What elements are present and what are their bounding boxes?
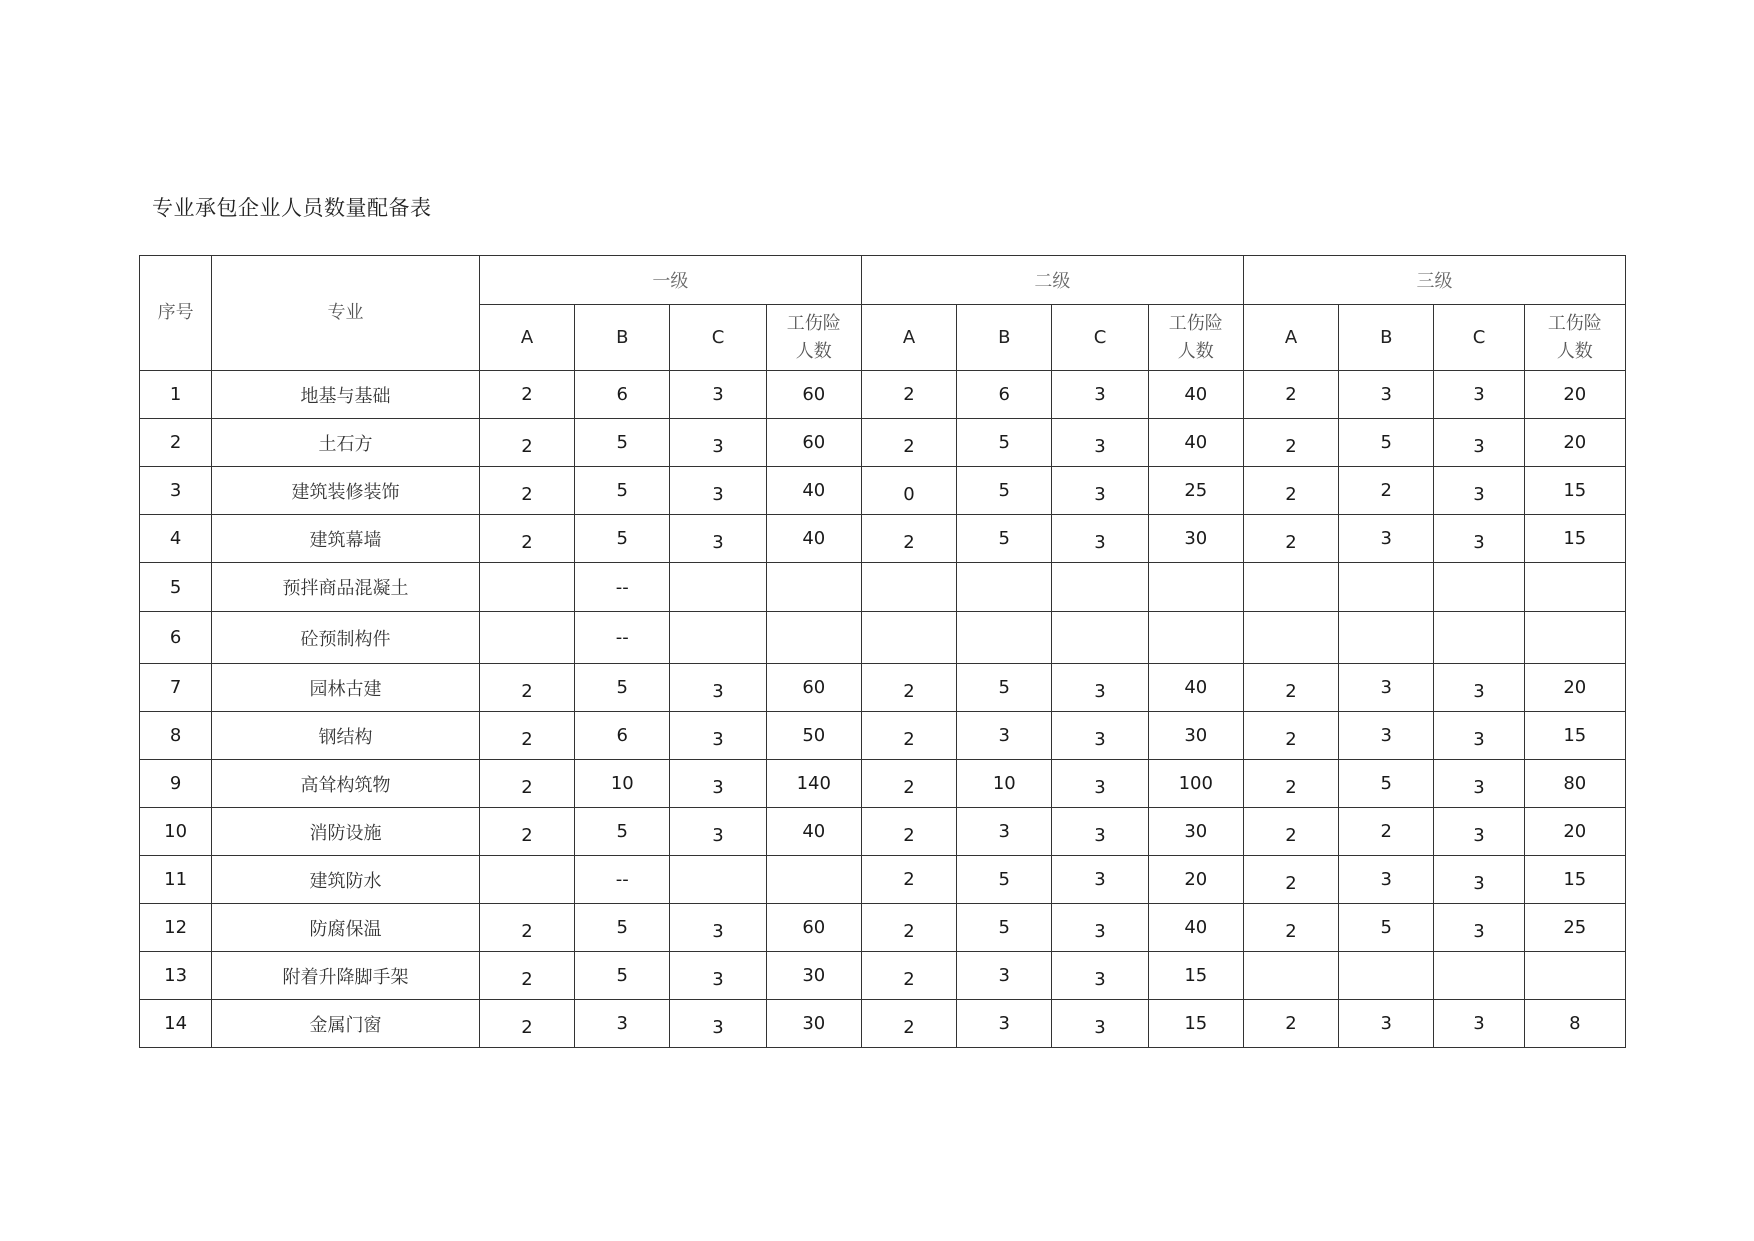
value-cell <box>1434 952 1524 1000</box>
value-cell: 2 <box>1243 515 1338 563</box>
value-cell: 5 <box>575 419 670 467</box>
value-cell <box>1243 612 1338 664</box>
insurance-line-1: 工伤险 <box>1168 312 1223 334</box>
value-cell: 2 <box>479 712 574 760</box>
major-name: 预拌商品混凝土 <box>212 563 480 612</box>
row-number: 6 <box>140 612 212 664</box>
value-cell: 60 <box>766 371 861 419</box>
row-number: 9 <box>140 760 212 808</box>
insurance-line-1: 工伤险 <box>1547 312 1602 334</box>
value-cell: 2 <box>479 808 574 856</box>
value-cell: 20 <box>1524 419 1625 467</box>
value-cell: 15 <box>1148 952 1243 1000</box>
value-cell: 2 <box>861 808 956 856</box>
value-cell: 2 <box>479 952 574 1000</box>
value-cell: 3 <box>1434 371 1524 419</box>
major-name: 消防设施 <box>212 808 480 856</box>
value-cell: 40 <box>1148 904 1243 952</box>
value-cell: 3 <box>1052 467 1148 515</box>
value-cell: 2 <box>1243 419 1338 467</box>
value-cell: 2 <box>479 664 574 712</box>
major-name: 建筑防水 <box>212 856 480 904</box>
row-number: 12 <box>140 904 212 952</box>
value-cell: 30 <box>1148 515 1243 563</box>
value-cell: 3 <box>1052 371 1148 419</box>
value-cell <box>1339 563 1434 612</box>
value-cell: 3 <box>1052 664 1148 712</box>
insurance-line-2: 人数 <box>1556 340 1593 362</box>
value-cell: 3 <box>1052 808 1148 856</box>
value-cell: 2 <box>861 760 956 808</box>
value-cell: 40 <box>766 808 861 856</box>
value-cell: 5 <box>575 664 670 712</box>
major-name: 地基与基础 <box>212 371 480 419</box>
value-cell: 30 <box>1148 808 1243 856</box>
value-cell: 5 <box>1339 419 1434 467</box>
major-name: 高耸构筑物 <box>212 760 480 808</box>
value-cell: 2 <box>861 904 956 952</box>
value-cell <box>1524 563 1625 612</box>
value-cell: 2 <box>861 952 956 1000</box>
value-cell: 3 <box>1434 808 1524 856</box>
value-cell: 3 <box>670 467 766 515</box>
col-header-c: C <box>1052 305 1148 371</box>
value-cell <box>957 563 1052 612</box>
value-cell: 20 <box>1148 856 1243 904</box>
col-header-a: A <box>479 305 574 371</box>
value-cell: 3 <box>1434 856 1524 904</box>
value-cell: 2 <box>861 1000 956 1048</box>
row-number: 3 <box>140 467 212 515</box>
value-cell: 5 <box>957 856 1052 904</box>
value-cell: 15 <box>1524 856 1625 904</box>
value-cell: 20 <box>1524 808 1625 856</box>
major-name: 防腐保温 <box>212 904 480 952</box>
value-cell: 2 <box>479 760 574 808</box>
value-cell: 2 <box>1243 808 1338 856</box>
table-body <box>140 371 1626 1048</box>
row-number: 8 <box>140 712 212 760</box>
value-cell: -- <box>575 612 670 664</box>
insurance-line-2: 人数 <box>1177 340 1214 362</box>
value-cell: 3 <box>670 904 766 952</box>
value-cell: 20 <box>1524 664 1625 712</box>
value-cell: 3 <box>670 664 766 712</box>
value-cell <box>1339 612 1434 664</box>
insurance-line-2: 人数 <box>795 340 832 362</box>
value-cell: 30 <box>766 1000 861 1048</box>
row-number: 1 <box>140 371 212 419</box>
table-row <box>140 904 1626 952</box>
value-cell: 3 <box>1052 419 1148 467</box>
value-cell <box>1243 952 1338 1000</box>
value-cell: 2 <box>1243 664 1338 712</box>
value-cell: 2 <box>1339 467 1434 515</box>
col-header-c: C <box>670 305 766 371</box>
value-cell: 30 <box>766 952 861 1000</box>
value-cell: 40 <box>766 515 861 563</box>
value-cell: 2 <box>861 664 956 712</box>
col-header-b: B <box>1339 305 1434 371</box>
staffing-table <box>139 255 1626 1048</box>
row-number: 11 <box>140 856 212 904</box>
value-cell: 3 <box>1434 419 1524 467</box>
value-cell: 3 <box>670 712 766 760</box>
value-cell <box>1148 612 1243 664</box>
value-cell: 2 <box>479 904 574 952</box>
major-name: 金属门窗 <box>212 1000 480 1048</box>
value-cell: 5 <box>957 419 1052 467</box>
value-cell <box>1052 612 1148 664</box>
value-cell: -- <box>575 563 670 612</box>
value-cell: 3 <box>957 712 1052 760</box>
value-cell: 80 <box>1524 760 1625 808</box>
value-cell <box>1243 563 1338 612</box>
value-cell: 3 <box>1339 856 1434 904</box>
value-cell: 3 <box>670 1000 766 1048</box>
value-cell <box>670 612 766 664</box>
value-cell: 5 <box>1339 760 1434 808</box>
value-cell: 3 <box>1434 904 1524 952</box>
col-header-insurance <box>766 305 861 371</box>
value-cell: 2 <box>1243 371 1338 419</box>
value-cell: 3 <box>1052 904 1148 952</box>
value-cell: 40 <box>766 467 861 515</box>
value-cell: 2 <box>1339 808 1434 856</box>
value-cell: 6 <box>575 712 670 760</box>
value-cell: 5 <box>957 664 1052 712</box>
value-cell: 3 <box>1052 515 1148 563</box>
value-cell: 3 <box>1052 760 1148 808</box>
value-cell: 2 <box>1243 856 1338 904</box>
value-cell: 3 <box>670 371 766 419</box>
col-header-a: A <box>861 305 956 371</box>
value-cell: 3 <box>1434 515 1524 563</box>
major-name: 建筑幕墙 <box>212 515 480 563</box>
insurance-line-1: 工伤险 <box>786 312 841 334</box>
value-cell: -- <box>575 856 670 904</box>
table-row <box>140 467 1626 515</box>
value-cell: 8 <box>1524 1000 1625 1048</box>
value-cell: 3 <box>957 808 1052 856</box>
major-header: 专业 <box>212 256 480 371</box>
value-cell: 2 <box>479 515 574 563</box>
value-cell: 5 <box>957 467 1052 515</box>
value-cell <box>861 612 956 664</box>
value-cell: 60 <box>766 904 861 952</box>
table-row <box>140 1000 1626 1048</box>
value-cell: 3 <box>1052 856 1148 904</box>
row-number: 5 <box>140 563 212 612</box>
value-cell <box>670 856 766 904</box>
value-cell <box>766 612 861 664</box>
value-cell: 6 <box>575 371 670 419</box>
major-name: 钢结构 <box>212 712 480 760</box>
value-cell: 5 <box>575 952 670 1000</box>
value-cell: 2 <box>861 419 956 467</box>
major-name: 砼预制构件 <box>212 612 480 664</box>
value-cell: 2 <box>1243 760 1338 808</box>
value-cell: 15 <box>1524 712 1625 760</box>
value-cell: 3 <box>1434 664 1524 712</box>
col-header-b: B <box>957 305 1052 371</box>
value-cell: 3 <box>575 1000 670 1048</box>
value-cell: 60 <box>766 419 861 467</box>
table-row <box>140 808 1626 856</box>
seq-header: 序号 <box>140 256 212 371</box>
value-cell: 40 <box>1148 664 1243 712</box>
value-cell: 40 <box>1148 419 1243 467</box>
value-cell: 3 <box>1052 952 1148 1000</box>
row-number: 13 <box>140 952 212 1000</box>
value-cell: 3 <box>670 808 766 856</box>
table-row <box>140 563 1626 612</box>
col-header-b: B <box>575 305 670 371</box>
col-header-a: A <box>1243 305 1338 371</box>
table-row <box>140 419 1626 467</box>
value-cell <box>1524 612 1625 664</box>
value-cell <box>1148 563 1243 612</box>
table-row <box>140 856 1626 904</box>
col-header-c: C <box>1434 305 1524 371</box>
row-number: 7 <box>140 664 212 712</box>
value-cell <box>1434 612 1524 664</box>
value-cell: 5 <box>575 808 670 856</box>
value-cell <box>1052 563 1148 612</box>
value-cell: 3 <box>1339 712 1434 760</box>
value-cell <box>479 856 574 904</box>
value-cell: 3 <box>1052 1000 1148 1048</box>
value-cell: 5 <box>957 515 1052 563</box>
value-cell: 3 <box>1434 760 1524 808</box>
value-cell: 6 <box>957 371 1052 419</box>
value-cell: 3 <box>957 1000 1052 1048</box>
value-cell: 2 <box>861 371 956 419</box>
value-cell: 5 <box>1339 904 1434 952</box>
table-row <box>140 612 1626 664</box>
col-header-insurance <box>1524 305 1625 371</box>
value-cell: 30 <box>1148 712 1243 760</box>
value-cell: 3 <box>670 515 766 563</box>
level-header-2: 二级 <box>861 256 1243 305</box>
value-cell: 20 <box>1524 371 1625 419</box>
table-row <box>140 952 1626 1000</box>
major-name: 建筑装修装饰 <box>212 467 480 515</box>
value-cell: 3 <box>670 952 766 1000</box>
page-title: 专业承包企业人员数量配备表 <box>152 196 432 220</box>
value-cell <box>670 563 766 612</box>
value-cell: 3 <box>1052 712 1148 760</box>
value-cell: 60 <box>766 664 861 712</box>
table-row <box>140 712 1626 760</box>
value-cell <box>861 563 956 612</box>
value-cell: 40 <box>1148 371 1243 419</box>
major-name: 土石方 <box>212 419 480 467</box>
row-number: 2 <box>140 419 212 467</box>
value-cell: 25 <box>1148 467 1243 515</box>
value-cell <box>1339 952 1434 1000</box>
value-cell: 3 <box>1339 1000 1434 1048</box>
value-cell: 3 <box>1339 371 1434 419</box>
value-cell: 0 <box>861 467 956 515</box>
value-cell: 2 <box>861 515 956 563</box>
value-cell: 3 <box>957 952 1052 1000</box>
value-cell: 3 <box>670 419 766 467</box>
col-header-insurance <box>1148 305 1243 371</box>
level-header-3: 三级 <box>1243 256 1625 305</box>
value-cell: 15 <box>1524 467 1625 515</box>
value-cell: 3 <box>1339 515 1434 563</box>
value-cell: 25 <box>1524 904 1625 952</box>
table-row <box>140 371 1626 419</box>
value-cell: 2 <box>1243 904 1338 952</box>
value-cell <box>479 563 574 612</box>
value-cell: 2 <box>861 856 956 904</box>
value-cell: 50 <box>766 712 861 760</box>
value-cell: 2 <box>1243 467 1338 515</box>
value-cell: 2 <box>1243 1000 1338 1048</box>
value-cell: 3 <box>1339 664 1434 712</box>
value-cell: 5 <box>575 515 670 563</box>
value-cell: 2 <box>479 1000 574 1048</box>
value-cell: 2 <box>1243 712 1338 760</box>
value-cell: 5 <box>575 467 670 515</box>
value-cell <box>1434 563 1524 612</box>
major-name: 附着升降脚手架 <box>212 952 480 1000</box>
value-cell: 5 <box>575 904 670 952</box>
value-cell: 3 <box>1434 712 1524 760</box>
table-row <box>140 760 1626 808</box>
value-cell: 3 <box>1434 1000 1524 1048</box>
table-row <box>140 664 1626 712</box>
value-cell: 3 <box>1434 467 1524 515</box>
value-cell: 2 <box>479 371 574 419</box>
value-cell: 15 <box>1148 1000 1243 1048</box>
row-number: 14 <box>140 1000 212 1048</box>
value-cell: 3 <box>670 760 766 808</box>
value-cell <box>766 856 861 904</box>
value-cell: 2 <box>861 712 956 760</box>
value-cell: 2 <box>479 419 574 467</box>
value-cell: 10 <box>575 760 670 808</box>
value-cell <box>1524 952 1625 1000</box>
header-row-levels <box>140 256 1626 305</box>
value-cell: 140 <box>766 760 861 808</box>
value-cell: 15 <box>1524 515 1625 563</box>
major-name: 园林古建 <box>212 664 480 712</box>
value-cell: 2 <box>479 467 574 515</box>
value-cell: 5 <box>957 904 1052 952</box>
value-cell <box>479 612 574 664</box>
value-cell: 100 <box>1148 760 1243 808</box>
value-cell <box>957 612 1052 664</box>
level-header-1: 一级 <box>479 256 861 305</box>
table-row <box>140 515 1626 563</box>
row-number: 10 <box>140 808 212 856</box>
row-number: 4 <box>140 515 212 563</box>
value-cell: 10 <box>957 760 1052 808</box>
value-cell <box>766 563 861 612</box>
